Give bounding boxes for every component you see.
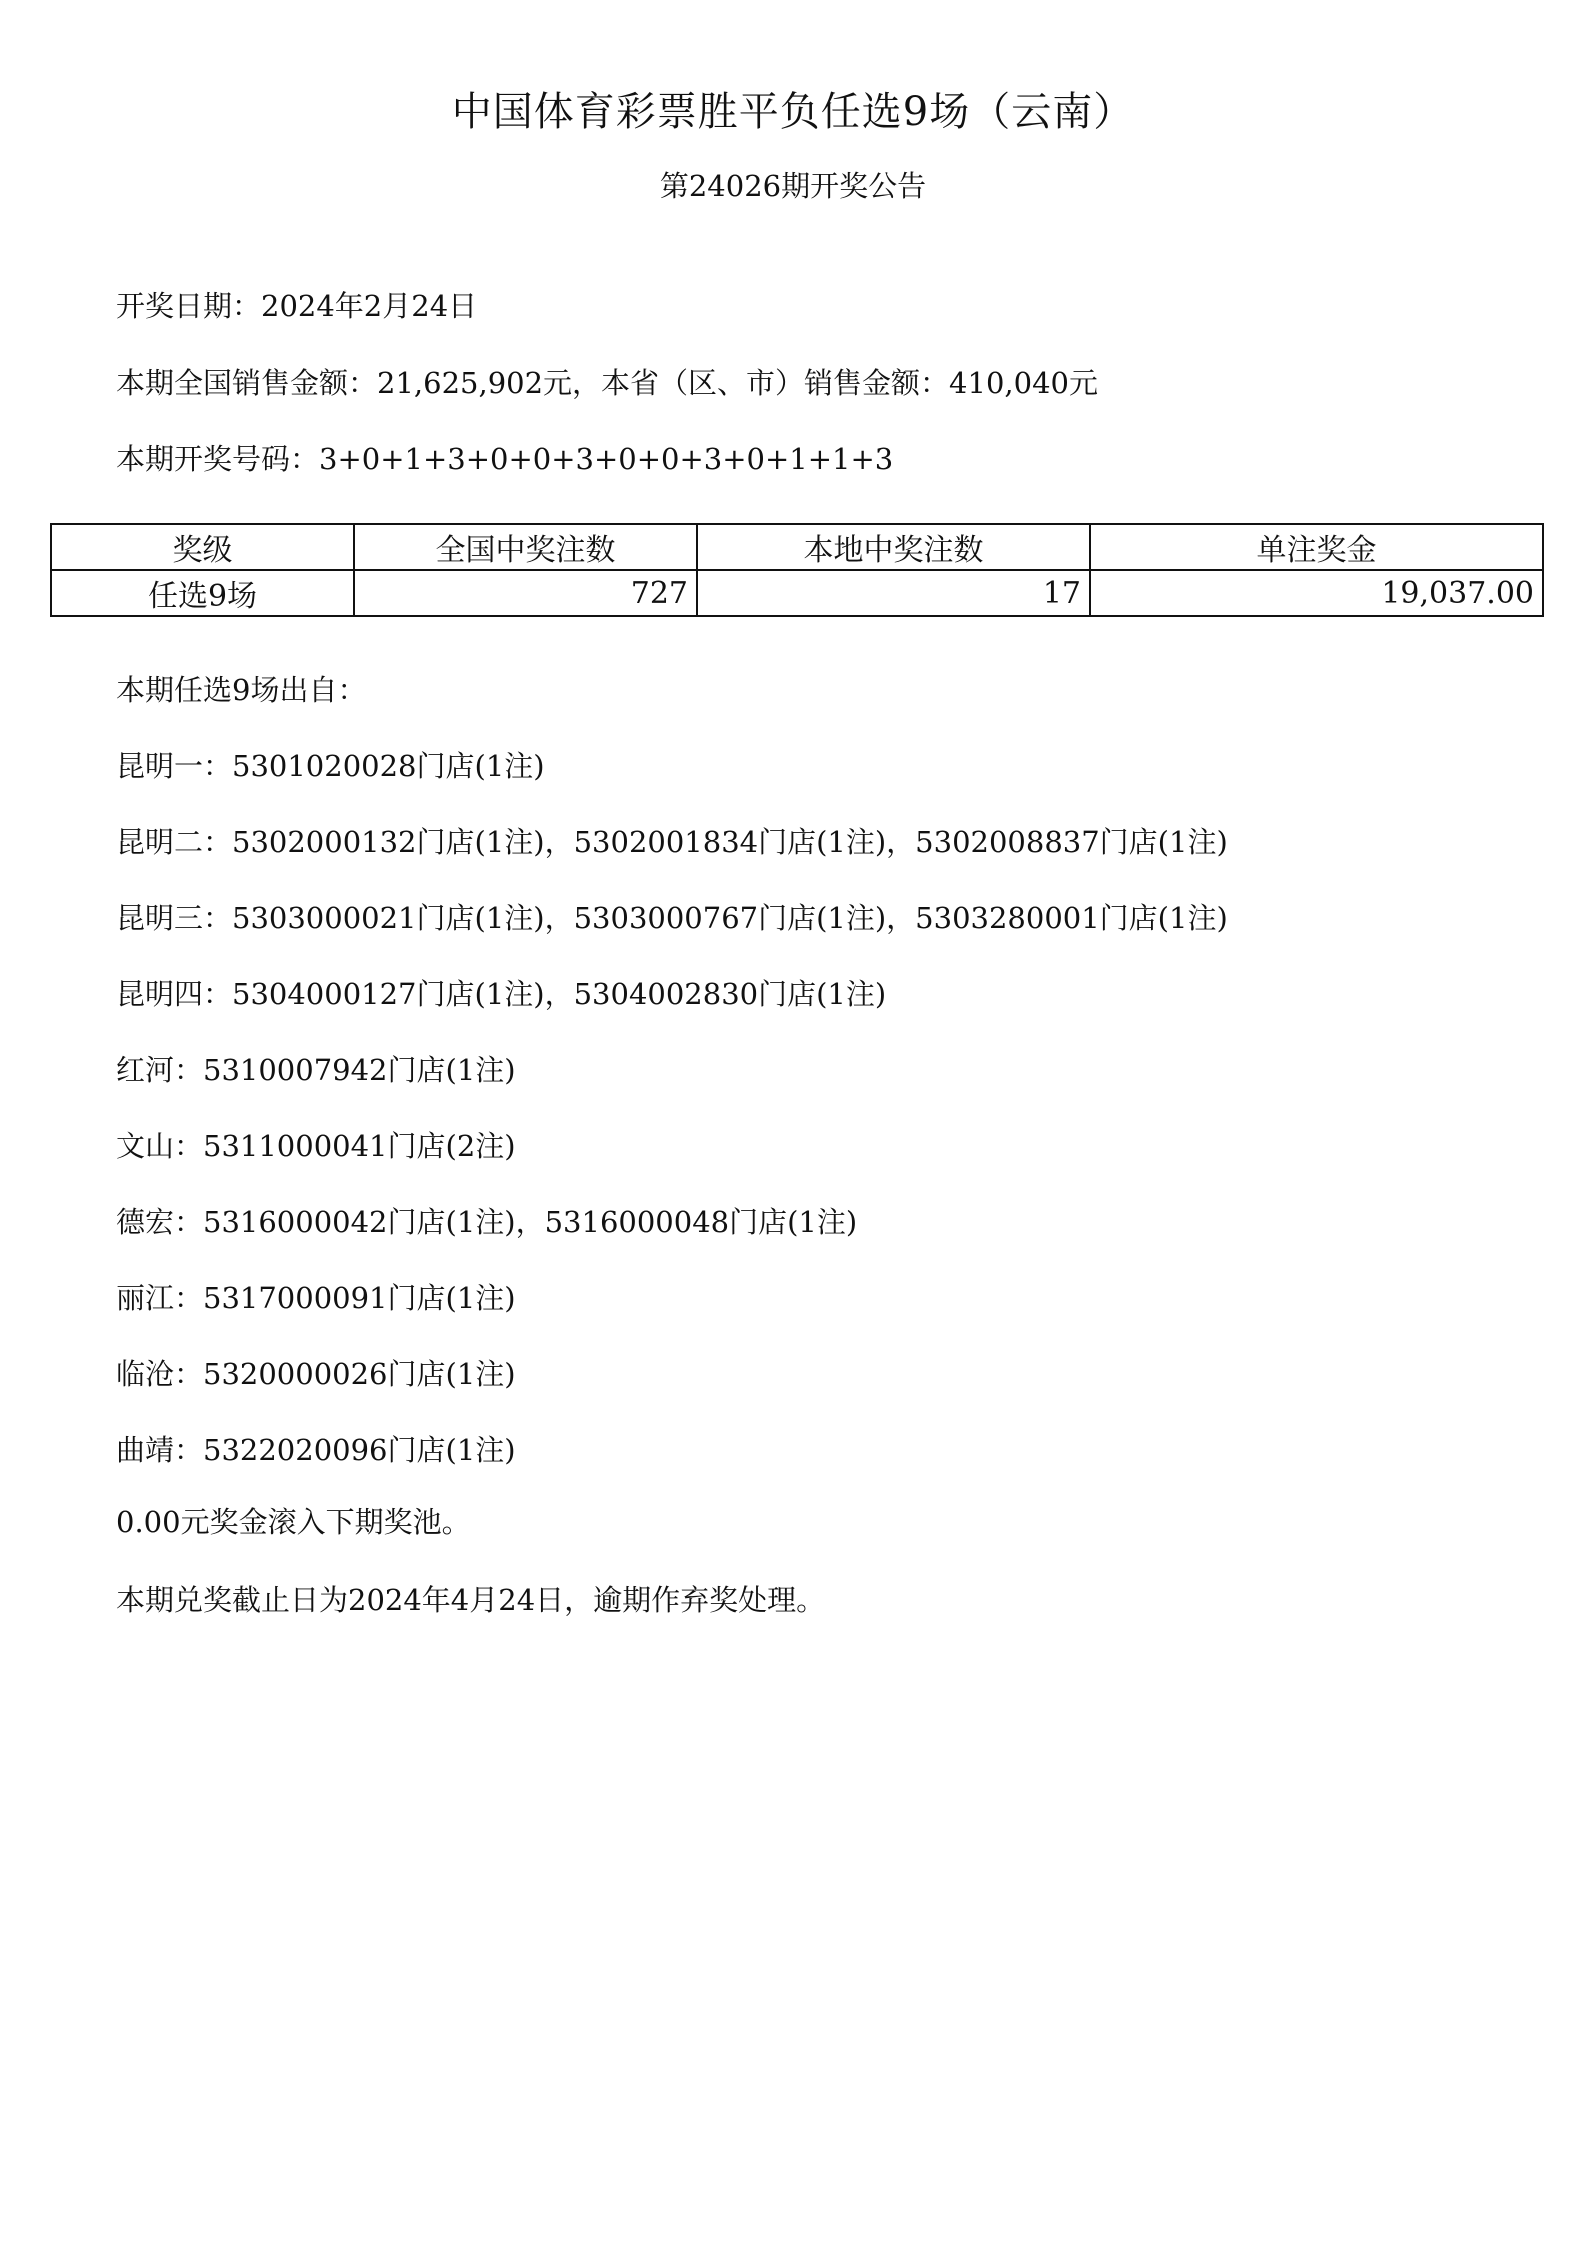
- table-row: [51, 570, 1543, 616]
- table-header-row: [51, 524, 1543, 570]
- cell-prize-level: 任选9场: [51, 570, 354, 616]
- issue-subtitle: 第24026期开奖公告: [659, 169, 927, 203]
- header-national-winners: 全国中奖注数: [354, 524, 697, 570]
- winning-numbers: 本期开奖号码：3+0+1+3+0+0+3+0+0+3+0+1+1+3: [116, 442, 894, 476]
- cell-prize-amount: 19,037.00: [1090, 570, 1543, 616]
- store-line-qujing: 曲靖：5322020096门店(1注): [116, 1433, 516, 1467]
- store-line-lijiang: 丽江：5317000091门店(1注): [116, 1281, 516, 1315]
- draw-date: 开奖日期：2024年2月24日: [116, 289, 478, 323]
- rollover-note: 0.00元奖金滚入下期奖池。: [116, 1505, 471, 1539]
- store-line-wenshan: 文山：5311000041门店(2注): [116, 1129, 516, 1163]
- stores-intro: 本期任选9场出自：: [116, 673, 367, 707]
- store-line-kunming-3: 昆明三：5303000021门店(1注)，5303000767门店(1注)，5303280001门店(1注): [116, 901, 1228, 935]
- cell-local-winners: 17: [697, 570, 1090, 616]
- header-local-winners: 本地中奖注数: [697, 524, 1090, 570]
- page-title: 中国体育彩票胜平负任选9场（云南）: [451, 89, 1135, 135]
- prize-table: [50, 523, 1544, 617]
- deadline-note: 本期兑奖截止日为2024年4月24日，逾期作弃奖处理。: [116, 1583, 826, 1617]
- sales-amount: 本期全国销售金额：21,625,902元，本省（区、市）销售金额：410,040元: [116, 366, 1098, 400]
- header-prize-level: 奖级: [51, 524, 354, 570]
- store-line-kunming-1: 昆明一：5301020028门店(1注): [116, 749, 545, 783]
- cell-national-winners: 727: [354, 570, 697, 616]
- store-line-kunming-2: 昆明二：5302000132门店(1注)，5302001834门店(1注)，5302008837门店(1注): [116, 825, 1228, 859]
- header-prize-amount: 单注奖金: [1090, 524, 1543, 570]
- store-line-lincang: 临沧：5320000026门店(1注): [116, 1357, 516, 1391]
- store-line-dehong: 德宏：5316000042门店(1注)，5316000048门店(1注): [116, 1205, 858, 1239]
- store-line-honghe: 红河：5310007942门店(1注): [116, 1053, 516, 1087]
- store-line-kunming-4: 昆明四：5304000127门店(1注)，5304002830门店(1注): [116, 977, 887, 1011]
